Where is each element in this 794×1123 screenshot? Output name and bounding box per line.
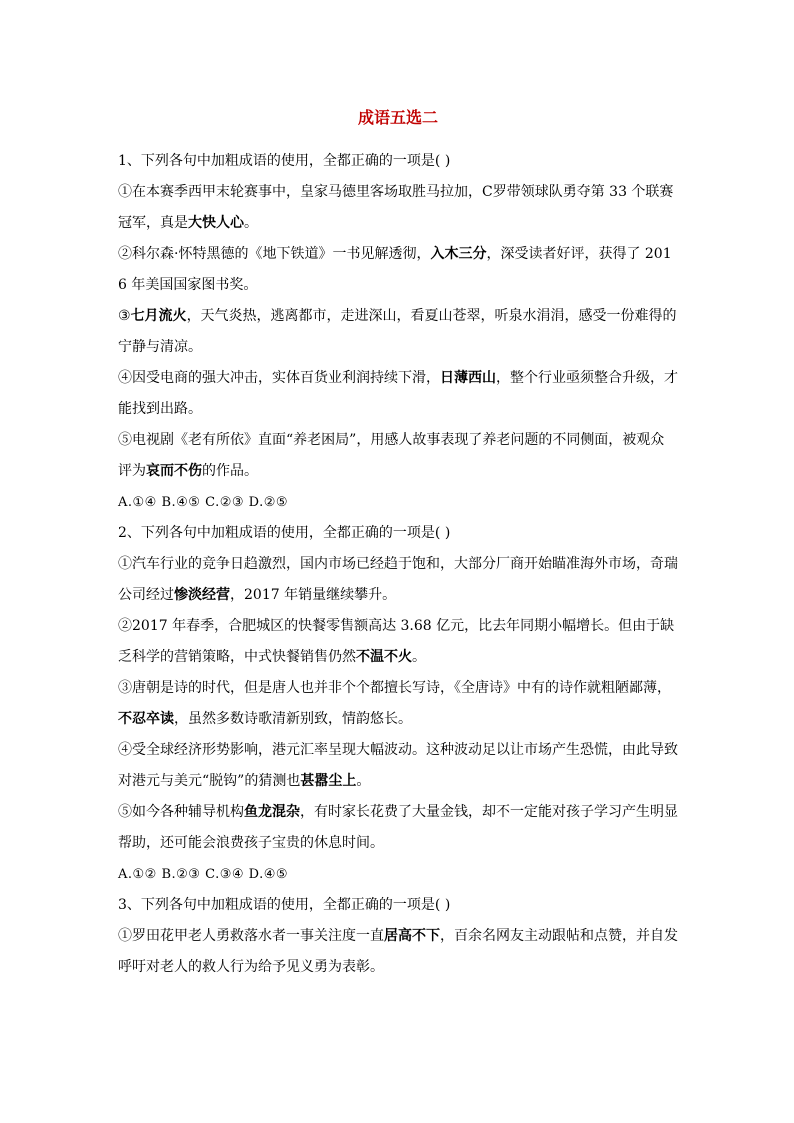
question-item xyxy=(118,549,678,611)
item-text: ，虽然多数诗歌清新别致，情韵悠长。 xyxy=(174,711,412,727)
item-text: ，整个行业亟须整合升级，才能找到出路。 xyxy=(118,370,678,417)
answer-options: A.①② B.②③ C.③④ D.④⑤ xyxy=(118,867,289,882)
question-item xyxy=(118,921,678,983)
answer-options: A.①④ B.④⑤ C.②③ D.②⑤ xyxy=(118,495,289,510)
question-item xyxy=(118,673,678,735)
page-title: 成语五选二 xyxy=(357,108,438,127)
question-item xyxy=(118,611,678,673)
item-text: ④受全球经济形势影响，港元汇率呈现大幅波动。这种波动足以让市场产生恐慌，由此导致对港元与美元“脱钩”的猜测也 xyxy=(118,742,678,789)
question-item xyxy=(118,301,678,363)
question-item xyxy=(118,177,678,239)
item-text: 。 xyxy=(412,649,426,665)
question-item xyxy=(118,425,678,487)
item-text: ②科尔森·怀特黑德的《地下铁道》一书见解透彻， xyxy=(118,246,431,262)
item-text: ③ xyxy=(118,308,131,324)
question-block xyxy=(118,518,678,890)
question-item xyxy=(118,239,678,301)
item-text: ⑤如今各种辅导机构 xyxy=(118,804,244,820)
bold-idiom: 居高不下 xyxy=(384,928,440,944)
bold-idiom: 大快人心 xyxy=(188,215,244,231)
item-text: 。 xyxy=(356,773,371,789)
item-text: ①汽车行业的竞争日趋激烈，国内市场已经趋于饱和，大部分厂商开始瞄准海外市场，奇瑞公司经过 xyxy=(118,556,678,603)
question-item xyxy=(118,363,678,425)
item-text: 。 xyxy=(244,215,258,231)
item-text: ②2017 年春季，合肥城区的快餐零售额高达 3.68 亿元，比去年同期小幅增长。但由于缺乏科学的营销策略，中式快餐销售仍然 xyxy=(118,618,675,665)
question-item xyxy=(118,797,678,859)
question-stem: 3、下列各句中加粗成语的使用，全都正确的一项是( ) xyxy=(118,897,451,913)
item-text: ①罗田花甲老人勇救落水者一事关注度一直 xyxy=(118,928,384,944)
bold-idiom: 不忍卒读 xyxy=(118,711,174,727)
item-text: ③唐朝是诗的时代，但是唐人也并非个个都擅长写诗，《全唐诗》中有的诗作就粗陋鄙薄， xyxy=(118,680,671,696)
bold-idiom: 鱼龙混杂 xyxy=(244,804,300,820)
bold-idiom: 入木三分 xyxy=(430,246,487,262)
bold-idiom: 七月流火 xyxy=(130,308,187,324)
question-stem: 2、下列各句中加粗成语的使用，全都正确的一项是( ) xyxy=(118,525,451,541)
question-item xyxy=(118,735,678,797)
question-block xyxy=(118,146,678,518)
bold-idiom: 不温不火 xyxy=(356,649,412,665)
item-text: ④因受电商的强大冲击，实体百货业利润持续下滑， xyxy=(118,370,440,386)
item-text: ，百余名网友主动跟帖和点赞，并自发呼吁对老人的救人行为给予见义勇为表彰。 xyxy=(118,928,678,975)
item-text: ，2017 年销量继续攀升。 xyxy=(230,587,397,603)
bold-idiom: 哀而不伤 xyxy=(146,463,202,479)
item-text: 的作品。 xyxy=(202,463,258,479)
item-text: ⑤电视剧《老有所依》直面“养老困局”，用感人故事表现了养老问题的不同侧面，被观众评为 xyxy=(118,432,665,479)
item-text: ，天气炎热，逃离都市，走进深山，看夏山苍翠，听泉水涓涓，感受一份难得的宁静与清凉。 xyxy=(118,308,677,355)
question-stem: 1、下列各句中加粗成语的使用，全都正确的一项是( ) xyxy=(118,153,451,169)
document-page xyxy=(118,96,678,983)
item-text: ，有时家长花费了大量金钱，却不一定能对孩子学习产生明显帮助，还可能会浪费孩子宝贵的休息时间。 xyxy=(118,804,678,851)
item-text: ①在本赛季西甲末轮赛事中，皇家马德里客场取胜马拉加，C罗带领球队勇夺第 33 个联赛冠军，真是 xyxy=(118,184,674,231)
item-text: ，深受读者好评，获得了 2016 年美国国家图书奖。 xyxy=(118,246,672,293)
bold-idiom: 甚嚣尘上 xyxy=(300,773,357,789)
bold-idiom: 惨淡经营 xyxy=(174,587,230,603)
question-block xyxy=(118,890,678,983)
bold-idiom: 日薄西山 xyxy=(440,370,496,386)
